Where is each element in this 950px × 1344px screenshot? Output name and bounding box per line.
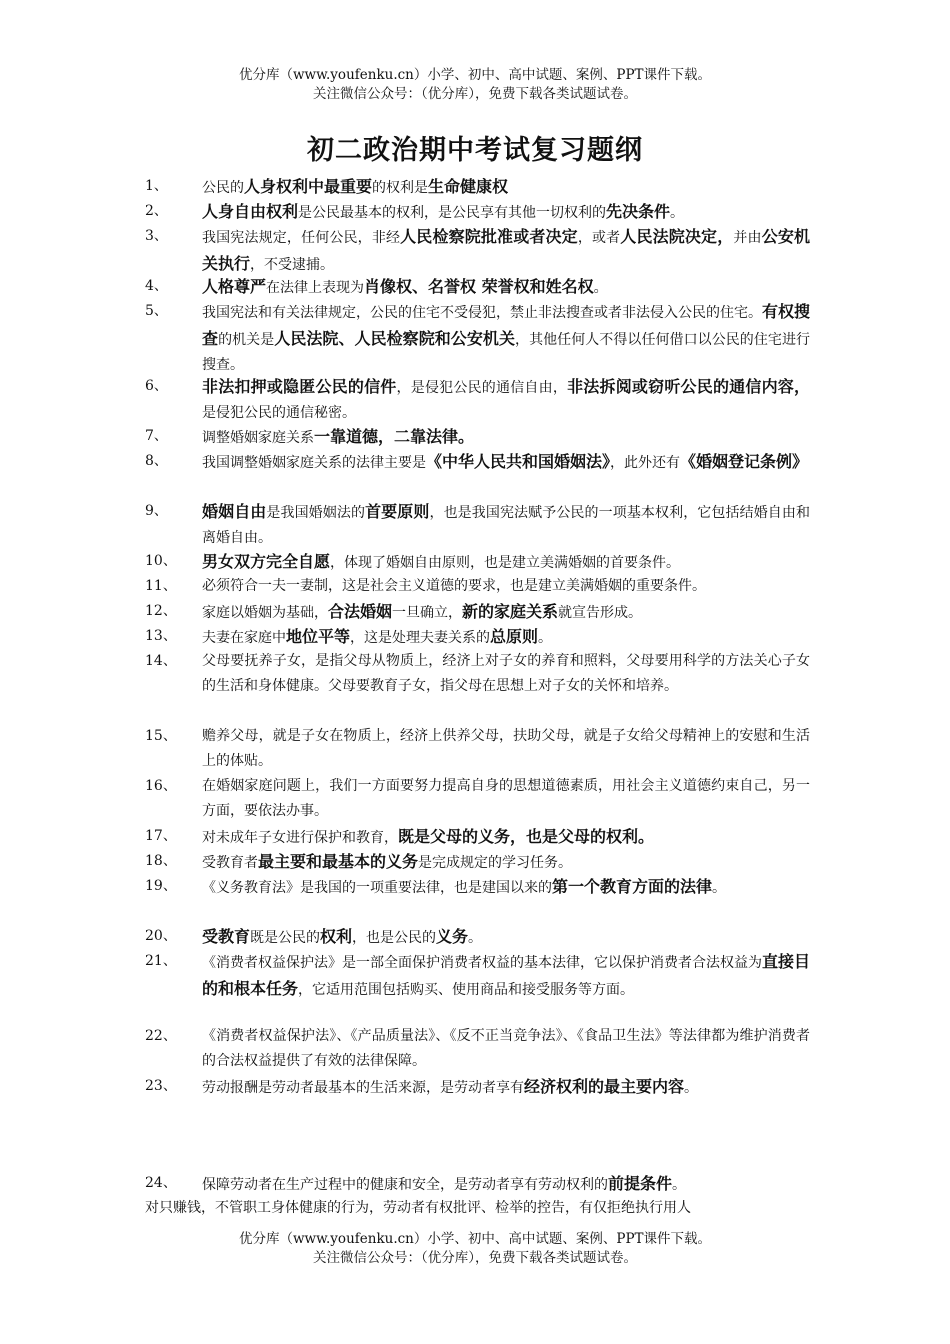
review-item bbox=[145, 299, 810, 378]
text-segment: 赡养父母，就是子女在物质上，经济上供养父母，扶助父母，就是子女给父母精神上的安慰和生活上的体贴。 bbox=[202, 728, 810, 769]
review-item bbox=[145, 624, 810, 651]
text-segment: 必须符合一夫一妻制，这是社会主义道德的要求，也是建立美满婚姻的重要条件。 bbox=[202, 578, 706, 594]
text-segment: ，这是处理夫妻关系的 bbox=[350, 630, 491, 646]
item-text bbox=[202, 449, 810, 476]
review-item bbox=[145, 449, 810, 476]
text-segment: 我国宪法规定，任何公民，非经 bbox=[202, 230, 401, 246]
key-phrase: 人身自由权利 bbox=[202, 202, 299, 221]
item-number: 4、 bbox=[145, 278, 168, 294]
key-phrase: 前提条件 bbox=[608, 1174, 673, 1193]
text-segment: 《义务教育法》是我国的一项重要法律，也是建国以来的 bbox=[202, 880, 552, 896]
review-item bbox=[145, 499, 810, 551]
review-item bbox=[145, 849, 810, 876]
text-segment: 。 bbox=[468, 930, 483, 946]
item-text bbox=[202, 199, 810, 226]
review-item bbox=[145, 174, 810, 201]
item-text bbox=[202, 724, 810, 774]
text-segment: 既是公民的 bbox=[250, 930, 321, 946]
key-phrase: 非法拆阅或窃听公民的通信内容， bbox=[567, 377, 810, 396]
text-segment: 。 bbox=[684, 1080, 699, 1096]
key-phrase: 人民检察院批准或者决定 bbox=[400, 227, 578, 246]
text-segment: 劳动报酬是劳动者最基本的生活来源，是劳动者享有 bbox=[202, 1080, 524, 1096]
item-number: 14、 bbox=[145, 653, 177, 669]
text-segment: 家庭以婚姻为基础， bbox=[202, 605, 328, 621]
key-phrase: 先决条件 bbox=[606, 202, 671, 221]
text-segment: 是公民最基本的权利，是公民享有其他一切权利的 bbox=[298, 205, 607, 221]
item-number: 7、 bbox=[145, 428, 168, 444]
review-item bbox=[145, 924, 810, 951]
page-footer bbox=[0, 1230, 950, 1268]
footer-line-1: 优分库（www.youfenku.cn）小学、初中、高中试题、案例、PPT课件下载。 bbox=[238, 1231, 712, 1247]
item-number: 10、 bbox=[145, 553, 177, 569]
text-segment: 《消费者权益保护法》、《产品质量法》、《反不正当竞争法》、《食品卫生法》等法律都为维护消费者的合法权益提供了有效的法律保障。 bbox=[202, 1028, 810, 1069]
header-line-2: 关注微信公众号：（优分库），免费下载各类试题试卷。 bbox=[313, 86, 637, 102]
item-text bbox=[202, 849, 810, 876]
item-text bbox=[202, 224, 810, 278]
text-segment: 的权利是 bbox=[372, 180, 429, 196]
review-item bbox=[145, 774, 810, 824]
text-segment: 我国调整婚姻家庭关系的法律主要是 bbox=[202, 455, 426, 471]
key-phrase: 公安机关执行 bbox=[202, 227, 810, 273]
text-segment: 并由 bbox=[733, 230, 762, 246]
item-text bbox=[202, 299, 810, 378]
item-text bbox=[202, 174, 810, 201]
key-phrase: 非法扣押或隐匿公民的信件 bbox=[202, 377, 397, 396]
key-phrase: 义务 bbox=[436, 927, 469, 946]
footer-line-2: 关注微信公众号：（优分库），免费下载各类试题试卷。 bbox=[313, 1250, 637, 1266]
key-phrase: 一靠道德，二靠法律。 bbox=[314, 427, 475, 446]
item-number: 1、 bbox=[145, 178, 168, 194]
key-phrase: 受教育 bbox=[202, 927, 251, 946]
text-segment: ，也是我国宪法赋予公民的一项基本权利，它包括结婚自由和离婚自由。 bbox=[202, 505, 810, 546]
item-text bbox=[202, 1171, 810, 1198]
review-item bbox=[145, 224, 810, 278]
item-number: 3、 bbox=[145, 228, 168, 244]
key-phrase: 权利 bbox=[320, 927, 353, 946]
key-phrase: 人民法院决定， bbox=[620, 227, 734, 246]
key-phrase: 婚姻自由 bbox=[202, 502, 267, 521]
item-number: 2、 bbox=[145, 203, 168, 219]
continuation-text: 对只赚钱，不管职工身体健康的行为，劳动者有权批评、检举的控告，有仅拒绝执行用人 bbox=[145, 1200, 691, 1216]
item-text bbox=[202, 949, 810, 1003]
review-item bbox=[145, 424, 810, 451]
review-item bbox=[145, 574, 810, 599]
text-segment: 。 bbox=[672, 1177, 687, 1193]
review-item bbox=[145, 1024, 810, 1074]
review-item bbox=[145, 599, 810, 626]
item-number: 19、 bbox=[145, 878, 177, 894]
review-item bbox=[145, 374, 810, 426]
key-phrase: 既是父母的义务，也是父母的权利。 bbox=[398, 827, 655, 846]
key-phrase: 《婚姻登记条例》 bbox=[680, 452, 809, 471]
item-text bbox=[202, 499, 810, 551]
item-number: 17、 bbox=[145, 828, 177, 844]
text-segment: ，它适用范围包括购买、使用商品和接受服务等方面。 bbox=[298, 982, 635, 998]
text-segment: ，此外还有 bbox=[610, 455, 681, 471]
text-segment: 。 bbox=[712, 880, 727, 896]
review-item bbox=[145, 549, 810, 576]
item-number: 12、 bbox=[145, 603, 177, 619]
key-phrase: 新的家庭关系 bbox=[462, 602, 559, 621]
text-segment: ，不受逮捕。 bbox=[250, 257, 335, 273]
item-text bbox=[202, 274, 810, 301]
review-item bbox=[145, 649, 810, 699]
key-phrase: 人民法院、人民检察院和公安机关 bbox=[274, 329, 516, 348]
text-segment: 夫妻在家庭中 bbox=[202, 630, 286, 646]
item-number: 8、 bbox=[145, 453, 168, 469]
item-text bbox=[202, 649, 810, 699]
key-phrase: 有权搜查 bbox=[202, 302, 811, 348]
key-phrase: 总原则 bbox=[490, 627, 539, 646]
review-item bbox=[145, 274, 810, 301]
text-segment: 是完成规定的学习任务。 bbox=[418, 855, 573, 871]
review-item bbox=[145, 824, 810, 851]
text-segment: 父母要抚养子女，是指父母从物质上，经济上对子女的养育和照料，父母要用科学的方法关心子女的生活和身体健康。父母要教育子女，指父母在思想上对子女的关怀和培养。 bbox=[202, 653, 810, 694]
item-text bbox=[202, 924, 810, 951]
item-number: 20、 bbox=[145, 928, 177, 944]
header-line-1: 优分库（www.youfenku.cn）小学、初中、高中试题、案例、PPT课件下载。 bbox=[238, 67, 712, 83]
review-item bbox=[145, 1074, 810, 1101]
key-phrase: 男女双方完全自愿 bbox=[202, 552, 331, 571]
text-segment: 是我国婚姻法的 bbox=[266, 505, 366, 521]
review-item bbox=[145, 199, 810, 226]
key-phrase: 最主要和最基本的义务 bbox=[258, 852, 419, 871]
item-text bbox=[202, 424, 810, 451]
text-segment: 就宣告形成。 bbox=[558, 605, 643, 621]
text-segment: 《消费者权益保护法》是一部全面保护消费者权益的基本法律，它以保护消费者合法权益为 bbox=[202, 955, 762, 971]
key-phrase: 直接目的和根本任务 bbox=[202, 952, 811, 998]
key-phrase: 首要原则 bbox=[365, 502, 430, 521]
item-number: 21、 bbox=[145, 953, 177, 969]
item-number: 9、 bbox=[145, 503, 168, 519]
text-segment: ，或者 bbox=[577, 230, 621, 246]
item-number: 11、 bbox=[145, 578, 177, 594]
key-phrase: 人格尊严 bbox=[202, 277, 267, 296]
text-segment: 公民的 bbox=[202, 180, 244, 196]
text-segment: 调整婚姻家庭关系 bbox=[202, 430, 314, 446]
item-number: 6、 bbox=[145, 378, 168, 394]
key-phrase: 生命健康权 bbox=[428, 177, 509, 196]
text-segment: 我国宪法和有关法律规定，公民的住宅不受侵犯，禁止非法搜查或者非法侵入公民的住宅。 bbox=[202, 305, 762, 321]
review-item bbox=[145, 1171, 810, 1198]
key-phrase: 合法婚姻 bbox=[328, 602, 393, 621]
text-segment: 在婚姻家庭问题上，我们一方面要努力提高自身的思想道德素质，用社会主义道德约束自己，另一方面，要依法办事。 bbox=[202, 778, 810, 819]
text-segment: 保障劳动者在生产过程中的健康和安全，是劳动者享有劳动权利的 bbox=[202, 1177, 608, 1193]
key-phrase: 肖像权、名誉权 荣誉权和姓名权 bbox=[364, 277, 594, 296]
item-number: 23、 bbox=[145, 1078, 177, 1094]
item-number: 15、 bbox=[145, 728, 177, 744]
item-number: 22、 bbox=[145, 1028, 177, 1044]
item-text bbox=[202, 774, 810, 824]
text-segment: 对未成年子女进行保护和教育， bbox=[202, 830, 398, 846]
key-phrase: 地位平等 bbox=[286, 627, 351, 646]
key-phrase: 第一个教育方面的法律 bbox=[552, 877, 713, 896]
item-text bbox=[202, 624, 810, 651]
item-text bbox=[202, 1074, 810, 1101]
text-segment: ，是侵犯公民的通信自由， bbox=[396, 380, 568, 396]
item-text bbox=[202, 374, 810, 426]
key-phrase: 人身权利中最重要 bbox=[244, 177, 373, 196]
review-item bbox=[145, 724, 810, 774]
item-text bbox=[202, 574, 810, 599]
item-text bbox=[202, 874, 810, 901]
review-item bbox=[145, 949, 810, 1003]
text-segment: ，体现了婚姻自由原则，也是建立美满婚姻的首要条件。 bbox=[330, 555, 681, 571]
review-item bbox=[145, 874, 810, 901]
text-segment: ，也是公民的 bbox=[352, 930, 437, 946]
item-text bbox=[202, 1024, 810, 1074]
key-phrase: 经济权利的最主要内容 bbox=[524, 1077, 685, 1096]
text-segment: ，其他任何人不得以任何借口以公民的住宅进行搜查。 bbox=[202, 332, 810, 373]
item-text bbox=[202, 549, 810, 576]
item-text bbox=[202, 599, 810, 626]
item-number: 18、 bbox=[145, 853, 177, 869]
text-segment: 一旦确立， bbox=[392, 605, 463, 621]
item-number: 16、 bbox=[145, 778, 177, 794]
text-segment: 受教育者 bbox=[202, 855, 258, 871]
item-number: 13、 bbox=[145, 628, 177, 644]
text-segment: 是侵犯公民的通信秘密。 bbox=[202, 405, 356, 421]
text-segment: 的机关是 bbox=[218, 332, 275, 348]
page-header bbox=[0, 66, 950, 104]
text-segment: 。 bbox=[670, 205, 685, 221]
document-title: 初二政治期中考试复习题纲 bbox=[307, 135, 643, 166]
text-segment: 。 bbox=[593, 280, 608, 296]
text-segment: 。 bbox=[538, 630, 553, 646]
text-segment: 在法律上表现为 bbox=[266, 280, 365, 296]
item-text bbox=[202, 824, 810, 851]
item-number: 5、 bbox=[145, 303, 168, 319]
key-phrase: 《中华人民共和国婚姻法》 bbox=[426, 452, 611, 471]
item-number: 24、 bbox=[145, 1175, 177, 1191]
